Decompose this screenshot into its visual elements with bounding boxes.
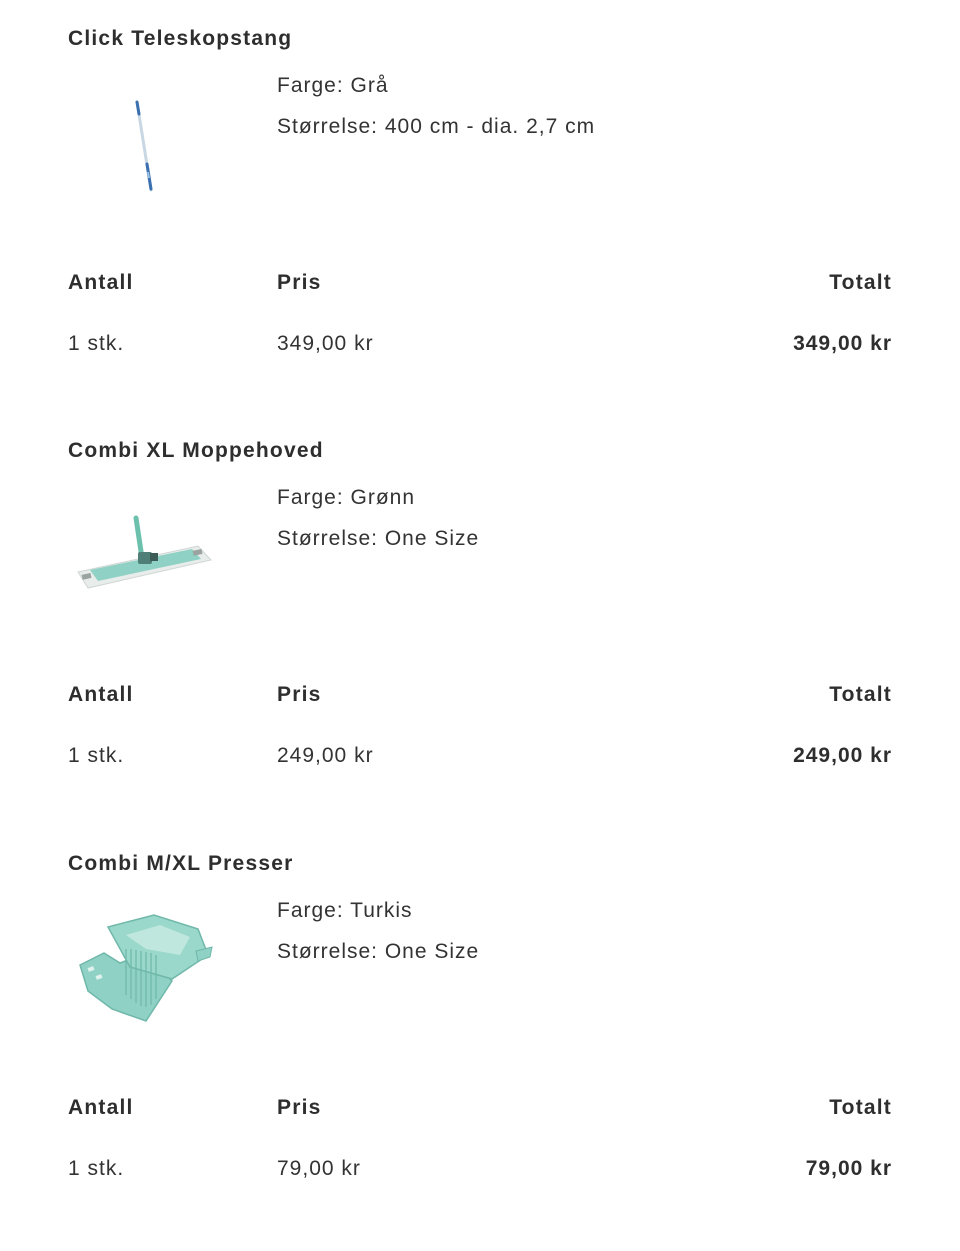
total-value: 249,00 kr bbox=[793, 744, 892, 767]
product-item bbox=[68, 26, 892, 426]
total-value: 79,00 kr bbox=[805, 1157, 892, 1180]
product-item bbox=[68, 851, 892, 1251]
price-value: 79,00 kr bbox=[277, 1157, 361, 1180]
product-item bbox=[68, 438, 892, 838]
total-header: Totalt bbox=[829, 683, 892, 706]
product-image[interactable] bbox=[68, 68, 228, 208]
price-value: 249,00 kr bbox=[277, 744, 374, 767]
product-size: Størrelse: One Size bbox=[277, 527, 480, 550]
product-color: Farge: Grønn bbox=[277, 486, 416, 509]
qty-value: 1 stk. bbox=[68, 1157, 125, 1180]
product-size: Størrelse: 400 cm - dia. 2,7 cm bbox=[277, 115, 596, 138]
product-size: Størrelse: One Size bbox=[277, 940, 480, 963]
product-image[interactable] bbox=[68, 893, 228, 1033]
qty-header: Antall bbox=[68, 683, 134, 706]
product-title[interactable]: Combi XL Moppehoved bbox=[68, 439, 324, 462]
qty-value: 1 stk. bbox=[68, 332, 125, 355]
total-value: 349,00 kr bbox=[793, 332, 892, 355]
product-image[interactable] bbox=[68, 480, 228, 620]
product-color: Farge: Turkis bbox=[277, 899, 413, 922]
price-value: 349,00 kr bbox=[277, 332, 374, 355]
mop-head-icon bbox=[68, 480, 228, 620]
product-title[interactable]: Click Teleskopstang bbox=[68, 27, 293, 50]
total-header: Totalt bbox=[829, 271, 892, 294]
product-title[interactable]: Combi M/XL Presser bbox=[68, 852, 294, 875]
price-header: Pris bbox=[277, 683, 322, 706]
product-color: Farge: Grå bbox=[277, 74, 389, 97]
price-header: Pris bbox=[277, 271, 322, 294]
qty-header: Antall bbox=[68, 271, 134, 294]
total-header: Totalt bbox=[829, 1096, 892, 1119]
qty-header: Antall bbox=[68, 1096, 134, 1119]
mop-press-icon bbox=[68, 893, 228, 1033]
telescopic-pole-icon bbox=[68, 68, 228, 208]
price-header: Pris bbox=[277, 1096, 322, 1119]
qty-value: 1 stk. bbox=[68, 744, 125, 767]
